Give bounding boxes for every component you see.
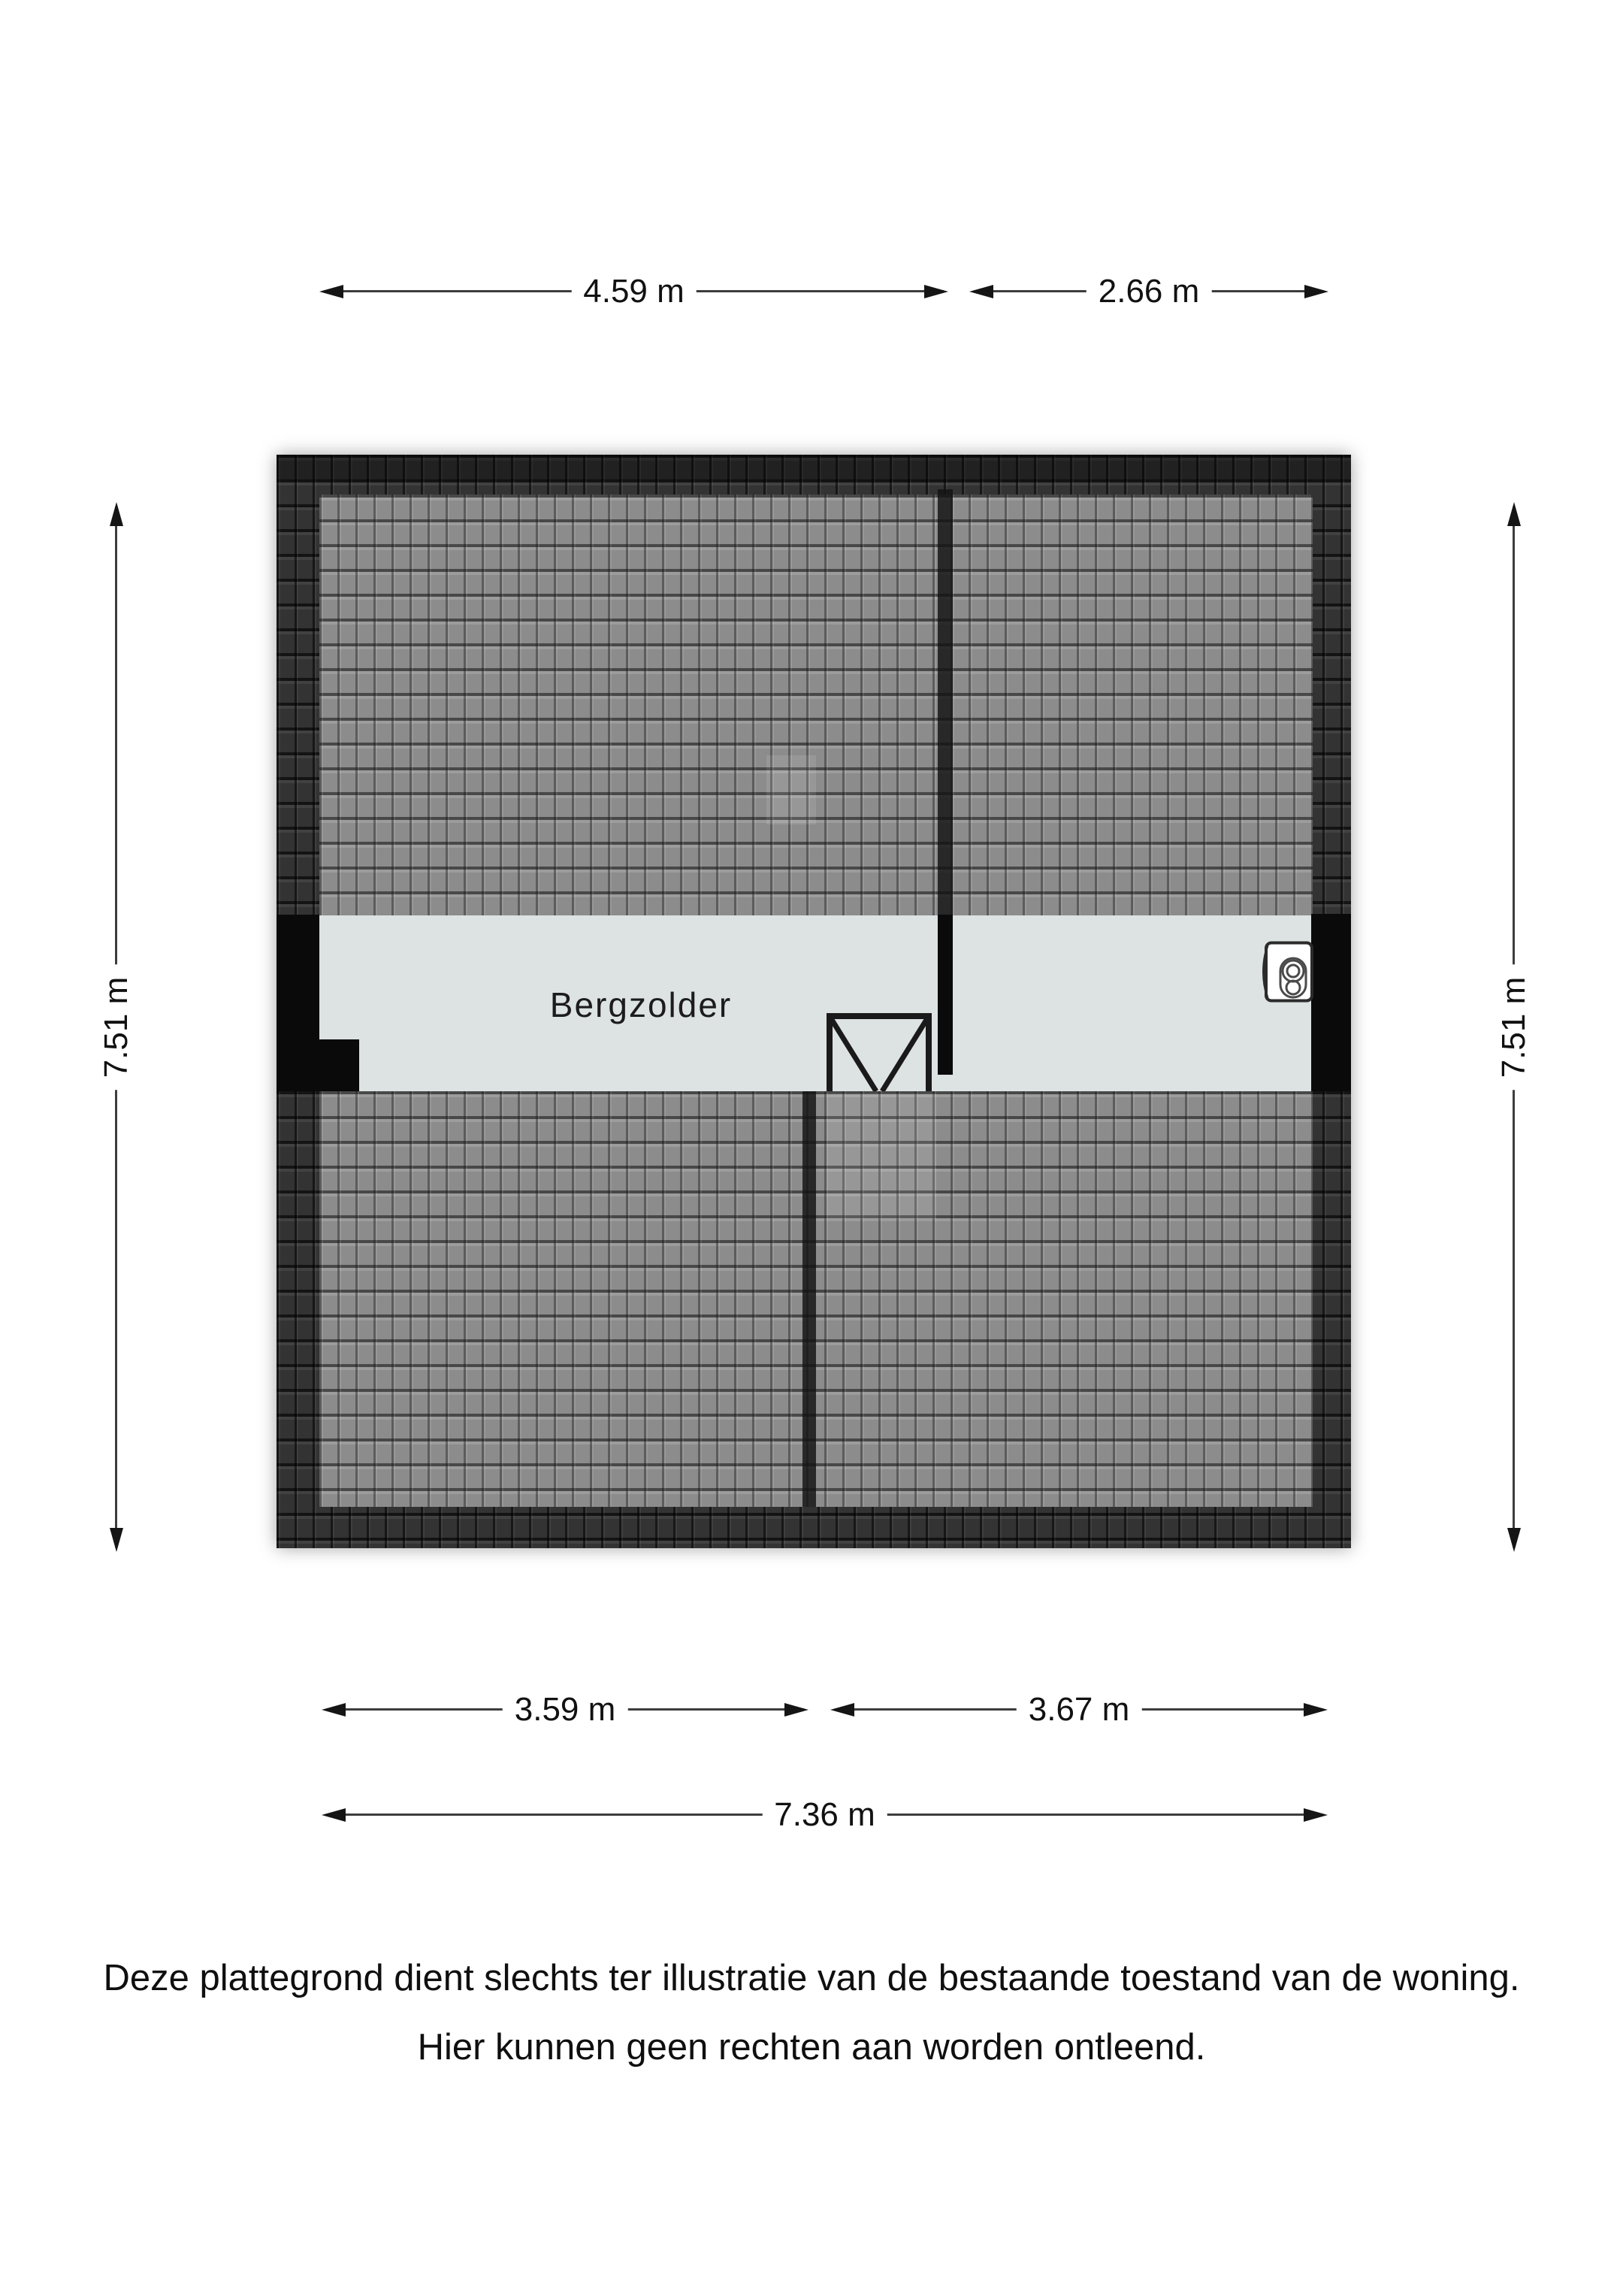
dimension-bottom-right	[830, 1691, 1328, 1728]
roof-bottom-stairwell-ghost	[827, 1094, 936, 1219]
arrow-down-icon	[110, 1528, 123, 1552]
dimension-label: 3.67 m	[1017, 1691, 1142, 1729]
dimension-top-left	[319, 273, 948, 310]
roof-bottom-tiles	[319, 1091, 1313, 1507]
roof-top-ridge	[277, 455, 1351, 480]
disclaimer-text	[0, 1944, 1623, 2082]
floorplan-drawing	[277, 455, 1351, 1548]
dimension-label: 4.59 m	[571, 273, 697, 310]
dimension-label: 7.36 m	[762, 1796, 887, 1834]
room-label: Bergzolder	[549, 985, 733, 1024]
roof-top-skylight-ghost	[766, 755, 816, 824]
arrow-left-icon	[969, 285, 993, 298]
bergzolder-floor	[277, 915, 1351, 1091]
arrow-right-icon	[1304, 1808, 1328, 1822]
disclaimer-line-1: Deze plattegrond dient slechts ter illustratie van de bestaande toestand van de woning.	[103, 1958, 1520, 1998]
arrow-left-icon	[322, 1808, 346, 1822]
wall-left	[277, 915, 319, 1092]
dimension-label: 7.51 m	[98, 964, 135, 1090]
dimension-label: 7.51 m	[1495, 964, 1533, 1090]
arrow-right-icon	[1304, 285, 1328, 298]
roof-top-divider-line	[938, 489, 953, 915]
dimension-label: 3.59 m	[503, 1691, 628, 1729]
arrow-left-icon	[830, 1703, 854, 1717]
stairs-icon	[827, 1013, 932, 1091]
roof-bottom-divider-line	[802, 1091, 816, 1507]
disclaimer-line-2: Hier kunnen geen rechten aan worden ontleend.	[417, 2027, 1206, 2068]
arrow-up-icon	[110, 502, 123, 526]
arrow-right-icon	[1304, 1703, 1328, 1717]
dimension-bottom-left	[322, 1691, 808, 1728]
dimension-bottom-total	[322, 1796, 1328, 1833]
wall-right	[1311, 914, 1351, 1092]
wall-middle	[938, 915, 953, 1075]
arrow-down-icon	[1507, 1528, 1521, 1552]
arrow-right-icon	[924, 285, 948, 298]
boiler-icon	[1259, 941, 1314, 1003]
roof-top-tiles	[319, 495, 1313, 915]
dimension-top-right	[969, 273, 1328, 310]
arrow-left-icon	[322, 1703, 346, 1717]
dimension-right-height	[1495, 502, 1532, 1552]
arrow-up-icon	[1507, 502, 1521, 526]
dimension-label: 2.66 m	[1087, 273, 1212, 310]
arrow-right-icon	[784, 1703, 808, 1717]
dimension-left-height	[98, 502, 134, 1552]
arrow-left-icon	[319, 285, 343, 298]
